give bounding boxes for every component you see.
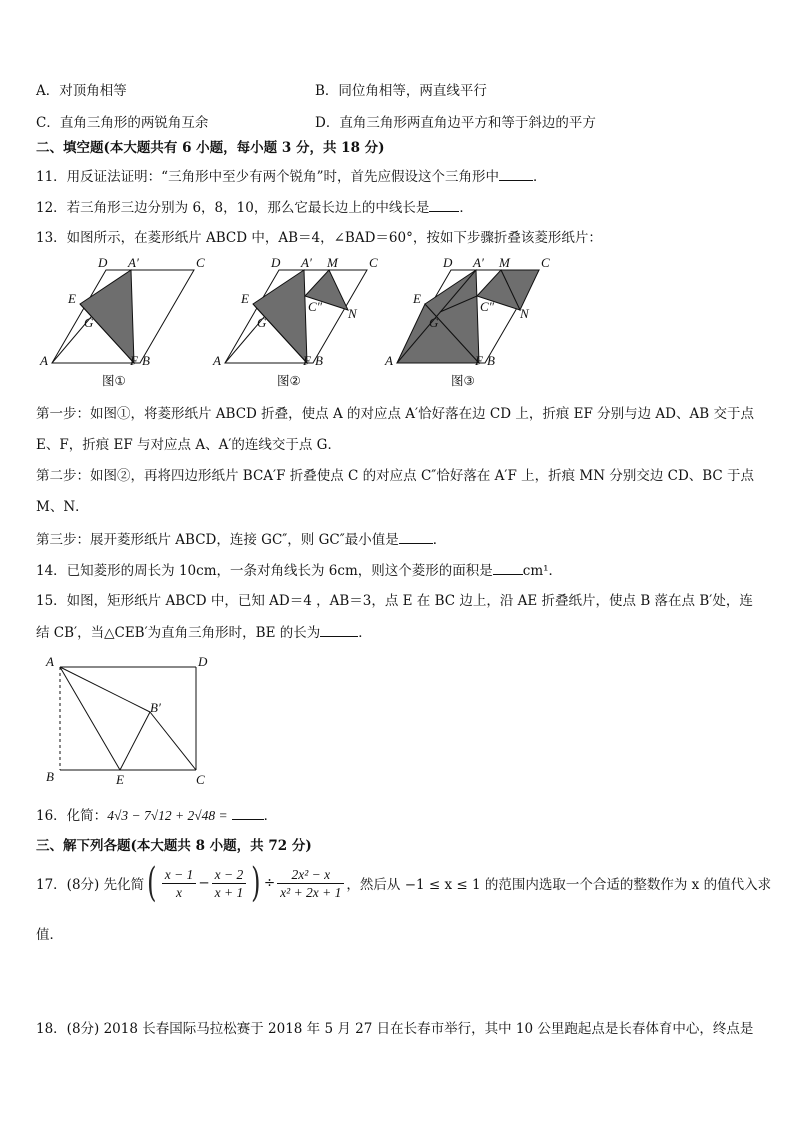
question-17-suffix: ，然后从 −1 ≤ x ≤ 1 的范围内选取一个合适的整数作为 x 的值代入求 [346, 877, 772, 893]
label-b: B [142, 353, 150, 368]
label-n: N [520, 306, 529, 321]
answer-blank-14[interactable] [493, 560, 523, 575]
label-d: D [271, 255, 281, 270]
label-d: D [443, 255, 453, 270]
label-c: C [541, 255, 550, 270]
question-14-text: 14．已知菱形的周长为 10cm，一条对角线长为 6cm，则这个菱形的面积是 [36, 563, 493, 579]
label-b: B [46, 769, 54, 784]
question-12 [36, 197, 473, 218]
figure-2 [209, 254, 389, 394]
step1-line2: E、F，折痕 EF 与对应点 A、A′的连线交于点 G． [36, 437, 341, 453]
label-f: F [130, 353, 138, 368]
q16-tail: ． [263, 808, 278, 824]
question-17-line1 [36, 860, 772, 911]
figure-15 [40, 650, 220, 790]
question-12-text: 12．若三角形三边分别为 6，8，10，那么它最长边上的中线长是 [36, 200, 430, 216]
label-a-prime: A′ [473, 255, 484, 270]
answer-blank-16[interactable] [232, 805, 264, 820]
step3 [36, 529, 446, 550]
q11-tail: ． [532, 169, 547, 185]
fraction-2 [212, 866, 247, 901]
question-15-line1: 15．如图，矩形纸片 ABCD 中，已知 AD＝4 ，AB＝3，点 E 在 BC 边上，沿 AE 折叠纸片，使点 B 落在点 B′处，连 [36, 593, 753, 609]
question-16-prefix: 16．化简： [36, 808, 108, 824]
question-15-text: 结 CB′，当△CEB′为直角三角形时，BE 的长为 [36, 625, 321, 641]
minus-sign: − [198, 875, 210, 891]
answer-blank-12[interactable] [429, 197, 459, 212]
answer-blank-11[interactable] [499, 166, 533, 181]
q15-tail: ． [358, 625, 372, 641]
question-18: 18．(8分) 2018 长春国际马拉松赛于 2018 年 5 月 27 日在长春市举行，其中 10 公里跑起点是长春体育中心，终点是 [36, 1021, 754, 1037]
figure-3-caption: 图③ [451, 373, 475, 388]
figure-1-caption: 图① [102, 373, 126, 388]
figure-2-caption: 图② [277, 373, 301, 388]
label-g: G [84, 315, 94, 330]
question-14 [36, 560, 562, 581]
label-e: E [413, 291, 421, 306]
label-a-prime: A′ [301, 255, 312, 270]
question-16-expression: 4√3 − 7√12 + 2√48 = [107, 808, 228, 823]
step3-text: 第三步：展开菱形纸片 ABCD，连接 GC″，则 GC″最小值是 [36, 532, 399, 548]
question-17-line2: 值． [36, 927, 63, 943]
question-16 [36, 805, 277, 826]
step3-tail: ． [432, 532, 447, 548]
label-m: M [327, 255, 338, 270]
segment-cb-prime [150, 712, 196, 770]
left-paren: ( [147, 860, 157, 906]
step2-line2: M、N． [36, 499, 89, 515]
answer-blank-15[interactable] [320, 622, 358, 637]
label-e: E [116, 772, 124, 787]
fraction-1-denominator: x [176, 884, 182, 900]
question-13-intro: 13．如图所示，在菱形纸片 ABCD 中，AB＝4，∠BAD＝60°，按如下步骤折叠该菱形纸片： [36, 230, 602, 246]
label-a: A [46, 654, 54, 669]
step2-line1: 第二步：如图②，再将四边形纸片 BCA′F 折叠使点 C 的对应点 C″恰好落在 A′F 上，折痕 MN 分别交边 CD、BC 于点 [36, 468, 755, 484]
label-b-prime: B′ [150, 700, 161, 715]
step1-line1: 第一步：如图①，将菱形纸片 ABCD 折叠，使点 A 的对应点 A′恰好落在边 CD 上，折痕 EF 分别与边 AD、AB 交于点 [36, 406, 754, 422]
fraction-3-numerator: 2x² − x [277, 866, 344, 884]
label-c: C [196, 772, 205, 787]
label-b: B [315, 353, 323, 368]
fraction-3 [277, 866, 344, 901]
label-a: A [40, 353, 48, 368]
label-b: B [487, 353, 495, 368]
fraction-3-denominator: x² + 2x + 1 [280, 884, 342, 900]
figure-3 [381, 254, 561, 394]
label-n: N [348, 306, 357, 321]
label-m: M [499, 255, 510, 270]
fraction-1 [162, 866, 197, 901]
label-g: G [257, 315, 267, 330]
answer-blank-13[interactable] [399, 529, 433, 544]
question-11 [36, 166, 546, 187]
label-c-double-prime: C″ [308, 299, 323, 314]
fraction-2-denominator: x + 1 [214, 884, 244, 900]
right-paren: ) [251, 860, 261, 906]
label-f: F [475, 353, 483, 368]
label-c: C [369, 255, 378, 270]
label-c-double-prime: C″ [480, 299, 495, 314]
label-a-prime: A′ [128, 255, 139, 270]
section2-title: 二、填空题(本大题共有 6 小题，每小题 3 分，共 18 分) [36, 140, 385, 156]
label-e: E [241, 291, 249, 306]
figure-1 [36, 254, 216, 394]
question-17-prefix: 17．(8分) 先化简 [36, 877, 145, 893]
option-d: D．直角三角形两直角边平方和等于斜边的平方 [315, 115, 596, 131]
section3-title: 三、解下列各题(本大题共 8 小题，共 72 分) [36, 838, 312, 854]
q12-tail: ． [459, 200, 473, 216]
fraction-1-numerator: x − 1 [162, 866, 197, 884]
label-f: F [303, 353, 311, 368]
option-b: B．同位角相等，两直线平行 [315, 83, 487, 99]
question-15-line2 [36, 622, 372, 643]
label-e: E [68, 291, 76, 306]
label-g: G [429, 315, 439, 330]
fraction-2-numerator: x − 2 [212, 866, 247, 884]
label-d: D [98, 255, 108, 270]
label-c: C [196, 255, 205, 270]
segment-eb-prime [120, 712, 150, 770]
option-c: C．直角三角形的两锐角互余 [36, 115, 209, 131]
label-d: D [198, 654, 208, 669]
label-a: A [213, 353, 221, 368]
label-a: A [385, 353, 393, 368]
question-11-text: 11．用反证法证明：“三角形中至少有两个锐角”时，首先应假设这个三角形中 [36, 169, 499, 185]
divide-sign: ÷ [263, 875, 276, 891]
q14-tail: cm¹． [522, 563, 563, 579]
option-a: A．对顶角相等 [36, 83, 127, 99]
